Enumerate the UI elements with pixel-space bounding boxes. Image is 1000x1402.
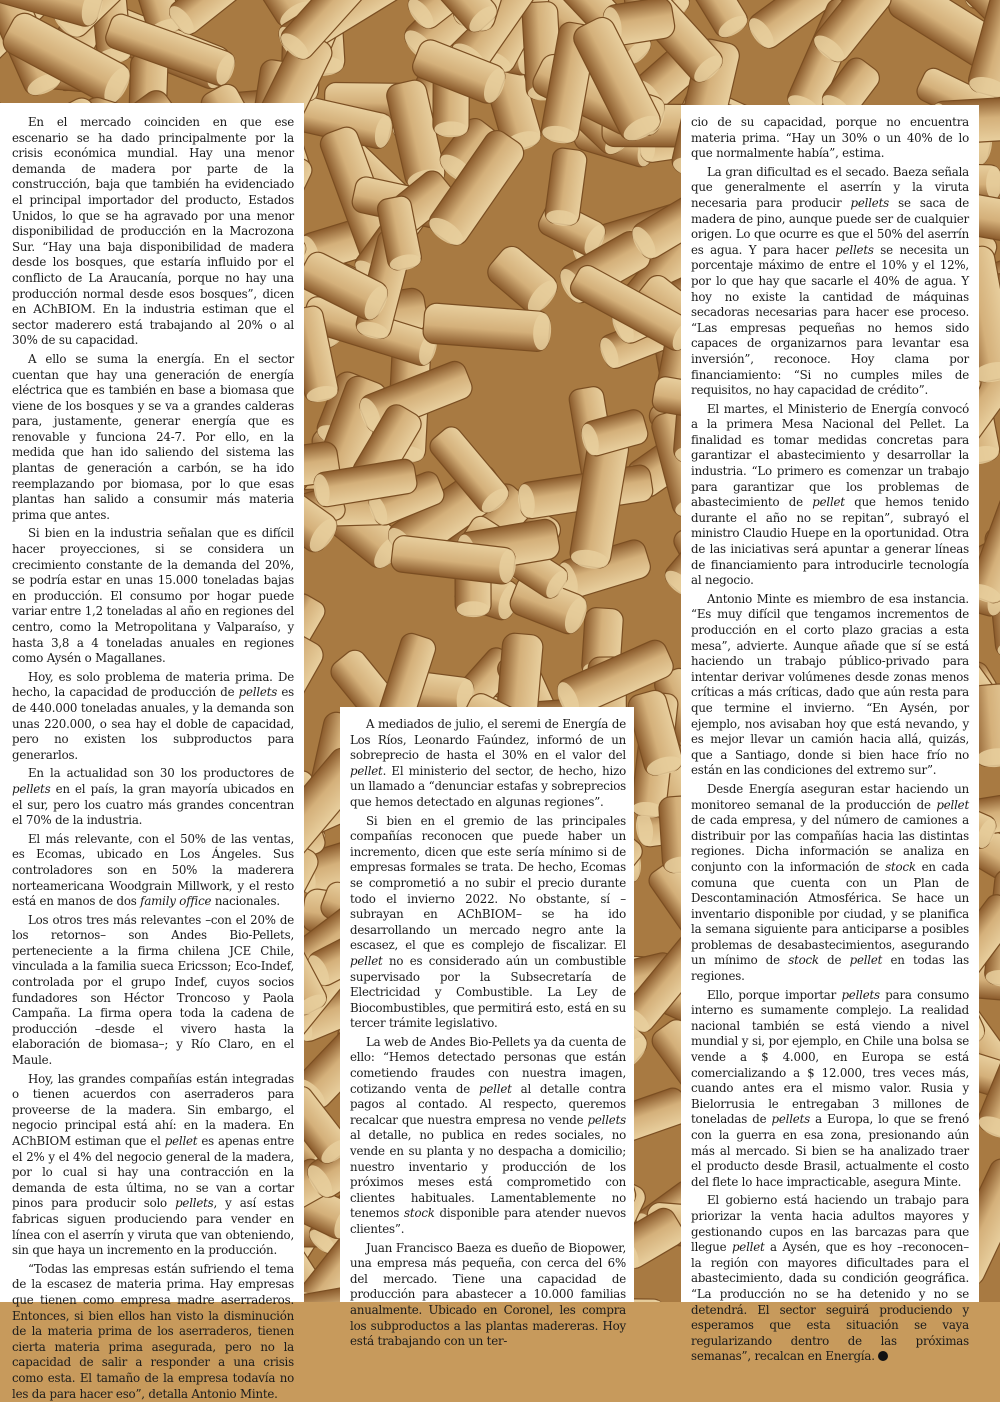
text-run: Hoy, las grandes compañías están integradas o tienen acuerdos con aserraderos para proveerse de la madera. Sin embargo, el negocio principal está ahí: en la madera. En AChBIOM estiman que el xyxy=(12,1071,294,1148)
text-run: es apenas entre el 2% y el 4% del negocio general de la madera, por lo cual si hay una contracción en la demanda de esta última, no se van a cortar pinos para producir solo xyxy=(12,1134,295,1211)
text-run: de xyxy=(818,953,850,968)
article-paragraph xyxy=(12,1262,294,1402)
text-run: al detalle, no publica en redes sociales, no vende en su planta y no despacha a domicilio; nuestro inventario y producción de los próximos meses está comprometido con clientes habituales. Lamentablemente no tenemos xyxy=(350,1128,626,1221)
text-run: A mediados de julio, el seremi de Energía de Los Ríos, Leonardo Faúndez, informó de un sobreprecio de hasta el 30% en el valor del xyxy=(350,717,626,763)
article-paragraph xyxy=(691,165,969,399)
text-run: , y así estas fabricas siguen produciendo para vender en línea con el aserrín y viruta que van obteniendo, sin que haya un incremento en la producción. xyxy=(12,1196,294,1258)
article-paragraph xyxy=(12,670,294,764)
text-run: El martes, el Ministerio de Energía convocó a la primera Mesa Nacional del Pellet. La finalidad es tomar medidas concretas para garantizar el abastecimiento y desarrollar la industria. “Lo primero es comenzar un trabajo para garantizar que los problemas de abastecimiento de xyxy=(691,401,969,510)
italic-term: stock xyxy=(788,953,819,968)
italic-term: pellets xyxy=(850,195,889,210)
italic-term: pellets xyxy=(12,781,51,796)
italic-term: pellet xyxy=(812,495,845,510)
text-run: . El ministerio del sector, de hecho, hizo un llamado a “denunciar estafas y sobreprecios que hemos detectado en algunas regiones”. xyxy=(350,763,626,809)
italic-term: family office xyxy=(140,894,212,909)
text-run: es de 440.000 toneladas anuales, y la demanda son unas 220.000, o sea hay el doble de capacidad, pero no existen los subproductos para generarlos. xyxy=(12,685,295,762)
article-paragraph xyxy=(691,988,969,1191)
article-paragraph xyxy=(691,402,969,589)
article-paragraph xyxy=(12,115,294,349)
text-run: Ello, porque importar xyxy=(707,987,842,1002)
article-paragraph xyxy=(12,1072,294,1259)
article-paragraph xyxy=(691,115,969,162)
text-run: La gran dificultad es el secado. Baeza señala que generalmente el aserrín y la viruta necesaria para producir xyxy=(691,164,969,210)
text-run: se necesita un porcentaje máximo de entre el 10% y el 12%, por lo que hay que sacarle el 40% de agua. Y hoy no existe la cantidad de máquinas secadoras necesarias para hacer ese proceso. “Las empresas pequeñas no hemos sido capaces de organizarnos para levantar esa inversión”, reconoce. Hoy clama por financiamiento: “Si no cumples miles de requisitos, no hay capacidad de crédito”. xyxy=(691,242,969,398)
text-run: a Aysén, que es hoy –reconocen– la región con mayores dificultades para el abastecimiento, dada su condición geográfica. “La producción no se ha detenido y no se detendrá. El sector seguirá produciendo y esperamos que esta situación se vaya regularizando dentro de las próximas semanas”, recalcan en Energía. xyxy=(691,1240,969,1364)
italic-term: pellets xyxy=(238,685,278,700)
article-paragraph xyxy=(691,1193,969,1365)
italic-term: pellet xyxy=(479,1081,512,1096)
article-column-right xyxy=(681,105,979,1364)
text-run: para consumo interno es sumamente complejo. La realidad nacional también se está viendo a nivel mundial y si, por ejemplo, en Chile una bolsa se vende a $ 4.000, en Europa se está comercializando a $ 12.000, tres veces más, cuando antes era el mismo valor. Rusia y Bielorrusia le entregaban 3 millones de toneladas de xyxy=(691,987,969,1127)
italic-term: pellets xyxy=(835,242,874,257)
text-run: Juan Francisco Baeza es dueño de Biopower, una empresa más pequeña, con cerca del 6% del mercado. Tiene una capacidad de producción para abastecer a 10.000 familias anualmente. Ubicado en Coronel, les compra los subproductos a las plantas madereras. Hoy está trabajando con un ter- xyxy=(350,1240,626,1349)
text-run: en todas las regiones. xyxy=(691,953,969,984)
article-paragraph xyxy=(12,526,294,666)
text-run: El gobierno está haciendo un trabajo para priorizar la venta hacia adultos mayores y gestionando cupos en las barcazas para que llegue xyxy=(691,1193,969,1255)
italic-term: pellets xyxy=(175,1196,214,1211)
article-paragraph xyxy=(350,1241,626,1350)
article-paragraph xyxy=(691,782,969,985)
text-run: en cada comuna que cuenta con un Plan de Descontaminación Atmosférica. Se hace un inventario disponible por ciudad, y se planifica la semana siguiente para anticiparse a posibles problemas de desabastecimientos, asegurando un mínimo de xyxy=(691,859,969,968)
article-paragraph xyxy=(12,832,294,910)
text-run: nacionales. xyxy=(211,894,280,909)
text-run: El más relevante, con el 50% de las ventas, es Ecomas, ubicado en Los Ángeles. Sus controladores son en 50% la maderera norteamericana Woodgrain Millwork, y el resto está en manos de dos xyxy=(12,831,294,909)
text-run: no es considerado aún un combustible supervisado por la Subsecretaría de Electricidad y Combustible. La Ley de Biocombustibles, que permitirá esto, está en su tercer trámite legislativo. xyxy=(350,953,626,1031)
article-paragraph xyxy=(350,814,626,1032)
text-run: se saca de madera de pino, aunque puede ser de cualquier origen. Lo que ocurre es que el 50% del aserrín es agua. Y para hacer xyxy=(691,195,969,257)
text-run: En el mercado coinciden en que ese escenario se ha dado principalmente por la crisis económica mundial. Hay una menor demanda de madera por parte de la construcción, baja que también ha evidenciado el principal importador del producto, Estados Unidos, lo que se ha agravado por una menor disponibilidad de producción en la Macrozona Sur. “Hay una baja disponibilidad de madera desde los bosques, que estaría influido por el conflicto de La Araucanía, porque no hay una producción normal desde esos bosques”, dicen en AChBIOM. En la industria estiman que el sector maderero está trabajando al 20% o al 30% de su capacidad. xyxy=(12,115,294,348)
italic-term: pellets xyxy=(841,987,880,1002)
article-paragraph xyxy=(350,1035,626,1238)
text-run: Hoy, es solo problema de materia prima. De hecho, la capacidad de producción de xyxy=(12,669,294,700)
article-column-middle xyxy=(340,707,634,1349)
article-paragraph xyxy=(350,717,626,811)
text-run: A ello se suma la energía. En el sector cuentan que hay una generación de energía eléctrica que es también en base a biomasa que viene de los bosques y se va a grandes calderas para, justamente, generar energía que es renovable y funciona 24-7. Por ello, en la medida que han ido saliendo del sistema las plantas de generación a carbón, se ha ido reemplazando por biomasa, por lo que esas plantas han salido a consumir más materia prima que antes. xyxy=(12,351,294,522)
text-run: disponible para atender nuevos clientes”. xyxy=(350,1206,626,1236)
text-run: Si bien en el gremio de las principales compañías reconocen que puede haber un incremento, dicen que este sería mínimo si de empresas formales se trata. De hecho, Ecomas se comprometió a no subir el precio durante todo el invierno 2022. No obstante, sí –subrayan en AChBIOM– se ha ido desarrollando un mercado negro ante la escasez, el que es complejo de fiscalizar. El xyxy=(350,813,626,953)
end-of-article-icon xyxy=(878,1351,888,1361)
text-run: La web de Andes Bio-Pellets ya da cuenta de ello: “Hemos detectado personas que están cometiendo fraudes con nuestra imagen, cotizando venta de xyxy=(350,1034,626,1096)
text-run: al detalle contra pagos al contado. Al respecto, queremos recalcar que nuestra empresa no vende xyxy=(350,1081,626,1127)
text-run: Si bien en la industria señalan que es difícil hacer proyecciones, si se considera un crecimiento constante de la demanda del 20%, se podría estar en unas 15.000 toneladas bajas en producción. El consumo por hogar puede variar entre 1,2 toneladas al año en regiones del centro, como la Metropolitana y Valparaíso, y hasta 3,8 a 4 toneladas anuales en regiones como Aysén o Magallanes. xyxy=(12,526,294,666)
italic-term: pellets xyxy=(587,1112,626,1127)
text-run: En la actualidad son 30 los productores de xyxy=(28,766,294,781)
text-run: Los otros tres más relevantes –con el 20% de los retornos– son Andes Bio-Pellets, perteneciente a la firma chilena JCE Chile, vinculada a la familia sueca Ericsson; Eco-Indef, controlada por el grupo Indef, cuyos socios fundadores son Héctor Troncoso y Paola Campaña. La firma opera toda la cadena de producción –desde el vivero hasta la elaboración de biomasa–; y Río Claro, en el Maule. xyxy=(12,912,294,1068)
italic-term: stock xyxy=(885,859,916,874)
text-run: Antonio Minte es miembro de esa instancia. “Es muy difícil que tengamos incrementos de producción en el corto plazo gracias a esta mesa”, advierte. Aunque añade que sí se está haciendo un trabajo público-privado para intentar derivar volúmenes desde zonas menos críticas a más críticas, dado que aún resta para que termine el invierno. “En Aysén, por ejemplo, nos avisaban hoy que está nevando, y es mejor llevar un camión hacia allá, quizás, que a Santiago, donde si bien hace frío no están en las condiciones del extremo sur”. xyxy=(691,591,969,778)
text-run: que hemos tenido durante el año no se repitan”, subrayó el ministro Claudio Huepe en la oportunidad. Otra de las iniciativas será apuntar a generar líneas de financiamiento para introducirle tecnología al negocio. xyxy=(691,495,969,588)
italic-term: pellet xyxy=(350,953,383,968)
text-run: a Europa, lo que se frenó con la guerra en esa zona, presionando aún más al mercado. Si bien se ha analizado traer el producto desde Brasil, actualmente el costo del flete lo hace impracticable, asegura Minte. xyxy=(691,1112,969,1189)
text-run: de cada empresa, y del número de camiones a distribuir por las compañías hacia las distintas regiones. Dicha información se analiza en conjunto con la información de xyxy=(691,813,969,874)
italic-term: pellets xyxy=(771,1112,810,1127)
italic-term: pellet xyxy=(731,1240,765,1255)
article-paragraph xyxy=(12,352,294,524)
article-paragraph xyxy=(12,913,294,1069)
italic-term: pellet xyxy=(849,953,883,968)
italic-term: pellet xyxy=(350,763,383,778)
text-run: en el país, la gran mayoría ubicados en el sur, pero los cuatro más grandes concentran el 70% de la industria. xyxy=(12,781,294,828)
article-column-left xyxy=(0,103,304,1401)
italic-term: stock xyxy=(404,1206,435,1221)
italic-term: pellet xyxy=(936,797,969,812)
text-run: cio de su capacidad, porque no encuentra materia prima. “Hay un 30% o un 40% de lo que normalmente había”, estima. xyxy=(691,115,969,161)
article-paragraph xyxy=(12,766,294,828)
italic-term: pellet xyxy=(164,1134,198,1148)
text-run: “Todas las empresas están sufriendo el tema de la escasez de materia prima. Hay empresas que tienen como empresa madre aserraderos. Entonces, si bien ellos han visto la disminución de la materia prima de los aserraderos, tienen cierta materia prima asegurada, pero no la capacidad de salir a responder a una crisis como esta. El tamaño de la empresa todavía no les da para hacer eso”, detalla Antonio Minte. xyxy=(12,1261,294,1401)
article-paragraph xyxy=(691,592,969,779)
text-run: Desde Energía aseguran estar haciendo un monitoreo semanal de la producción de xyxy=(691,781,969,812)
